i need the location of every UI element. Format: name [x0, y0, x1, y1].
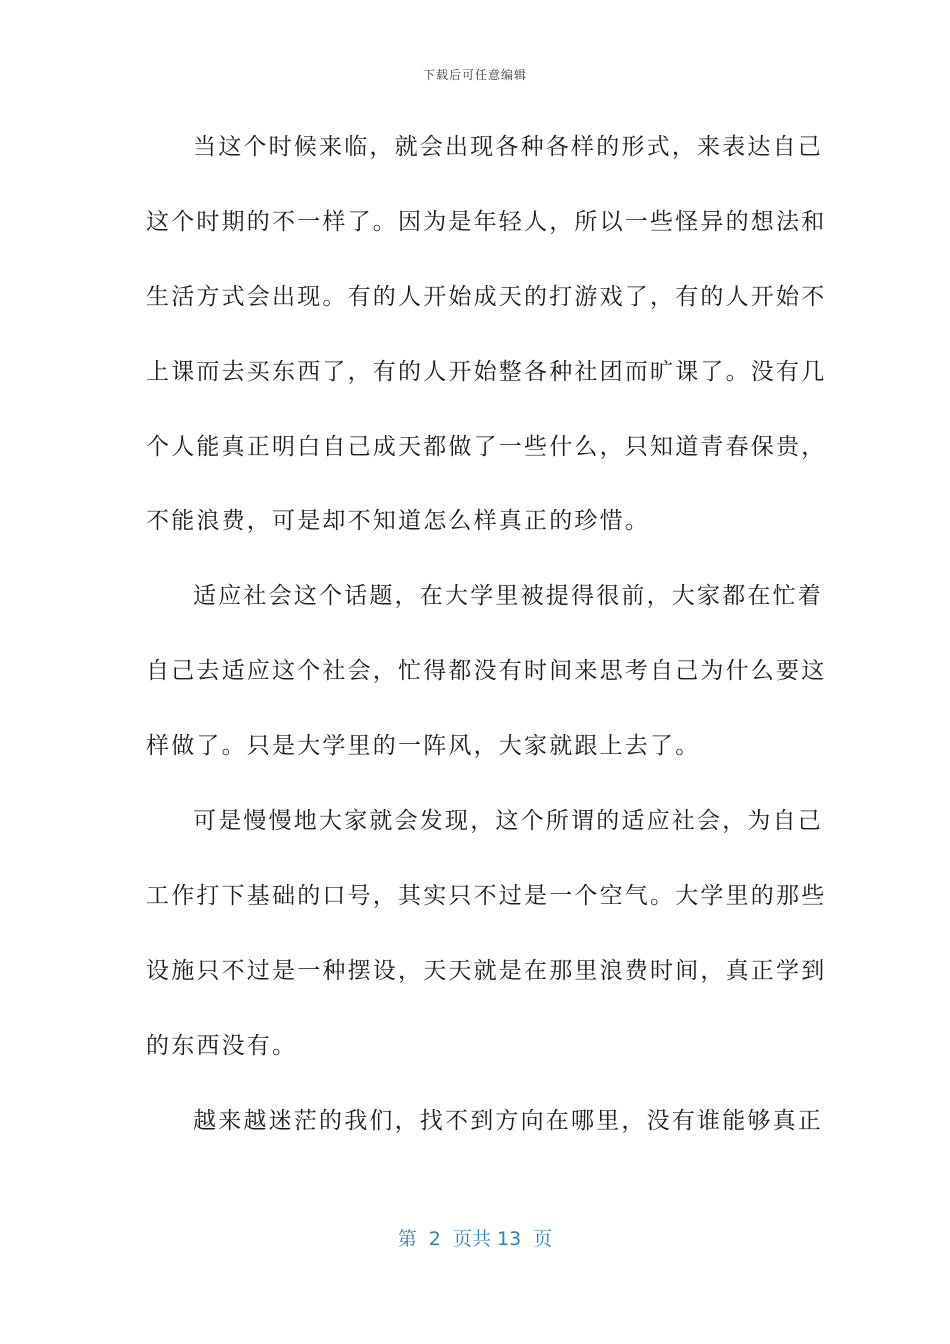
text-line: 个人能真正明白自己成天都做了一些什么，只知道青春保贵，	[146, 433, 827, 460]
text-line: 当这个时候来临，就会出现各种各样的形式，来表达自己	[193, 134, 823, 160]
text-line: 可是慢慢地大家就会发现，这个所谓的适应社会，为自己	[193, 808, 823, 835]
page-number-footer: 第 2 页共 13 页	[397, 1228, 553, 1250]
text-line: 样做了。只是大学里的一阵风，大家就跟上去了。	[146, 733, 701, 760]
document-body	[146, 110, 827, 1158]
text-line: 这个时期的不一样了。因为是年轻人，所以一些怪异的想法和	[146, 208, 827, 235]
text-line: 设施只不过是一种摆设，天天就是在那里浪费时间，真正学到	[146, 957, 827, 984]
text-line: 上课而去买东西了，有的人开始整各种社团而旷课了。没有几	[146, 358, 827, 385]
text-line: 自己去适应这个社会，忙得都没有时间来思考自己为什么要这	[146, 658, 827, 685]
text-line: 适应社会这个话题，在大学里被提得很前，大家都在忙着	[193, 583, 823, 610]
text-line: 的东西没有。	[146, 1032, 298, 1059]
text-line: 不能浪费，可是却不知道怎么样真正的珍惜。	[146, 508, 650, 535]
page-header: 下载后可任意编辑	[422, 68, 527, 82]
text-line: 越来越迷茫的我们，找不到方向在哪里，没有谁能够真正	[193, 1107, 823, 1134]
text-line: 生活方式会出现。有的人开始成天的打游戏了，有的人开始不	[146, 283, 827, 310]
text-line: 工作打下基础的口号，其实只不过是一个空气。大学里的那些	[146, 882, 827, 909]
